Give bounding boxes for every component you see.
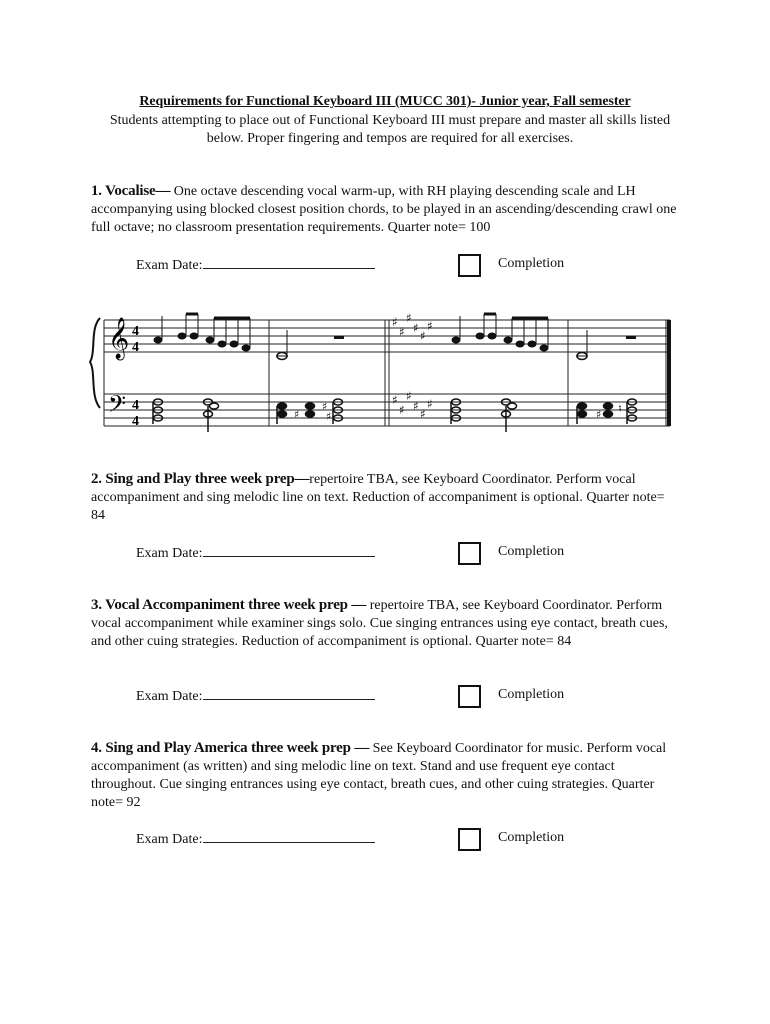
exam-date-field[interactable] bbox=[203, 544, 375, 557]
svg-text:4: 4 bbox=[132, 324, 139, 339]
exam-date-label: Exam Date: bbox=[136, 689, 203, 704]
treble-notes-m4 bbox=[576, 330, 636, 360]
exam-date-row bbox=[136, 687, 375, 711]
music-notation bbox=[86, 300, 682, 440]
completion-checkbox[interactable] bbox=[458, 828, 481, 851]
completion-checkbox[interactable] bbox=[458, 254, 481, 277]
svg-text:4: 4 bbox=[132, 414, 139, 429]
section-body: repertoire TBA, see Keyboard Coordinator. Perform vocal accompaniment while examiner sings solo. Cue singing entrances using eye contact, breath cues, and other cuing strategies. Reduction of accompaniment is optional. Quarter note= 84 bbox=[91, 598, 668, 649]
svg-text:♯: ♯ bbox=[399, 325, 405, 339]
section-heading: 1. Vocalise— bbox=[91, 183, 171, 199]
section-heading: 3. Vocal Accompaniment three week prep — bbox=[91, 597, 367, 613]
intro-text: Students attempting to place out of Functional Keyboard III must prepare and master all skills listed below. Proper fingering and tempos are required for all exercises. bbox=[109, 113, 671, 146]
svg-text:♯: ♯ bbox=[596, 408, 602, 421]
exam-date-row bbox=[136, 544, 375, 568]
section-heading: 4. Sing and Play America three week prep — bbox=[91, 740, 370, 756]
svg-text:♮: ♮ bbox=[618, 402, 622, 415]
svg-text:4: 4 bbox=[132, 340, 139, 355]
svg-text:♯: ♯ bbox=[392, 315, 398, 329]
exam-date-field[interactable] bbox=[203, 256, 375, 269]
svg-text:♯: ♯ bbox=[322, 400, 328, 413]
svg-text:♯: ♯ bbox=[420, 329, 426, 343]
svg-text:♯: ♯ bbox=[392, 393, 398, 407]
section-vocalise bbox=[91, 182, 681, 237]
svg-text:♯: ♯ bbox=[420, 407, 426, 421]
svg-text:♯: ♯ bbox=[413, 321, 419, 335]
exam-date-row bbox=[136, 830, 375, 854]
exam-date-label: Exam Date: bbox=[136, 546, 203, 561]
svg-text:♯: ♯ bbox=[399, 403, 405, 417]
brace-icon bbox=[90, 318, 100, 408]
bass-clef-icon: 𝄢 bbox=[108, 390, 127, 423]
section-body: repertoire TBA, see Keyboard Coordinator. Perform vocal accompaniment and sing melodic line on text. Reduction of accompaniment is optional. Quarter note= 84 bbox=[91, 472, 665, 523]
svg-text:♯: ♯ bbox=[413, 399, 419, 413]
section-vocal-accompaniment bbox=[91, 596, 681, 651]
section-sing-and-play-america bbox=[91, 739, 681, 812]
svg-text:♯: ♯ bbox=[406, 311, 412, 325]
completion-label: Completion bbox=[498, 544, 565, 559]
time-signature bbox=[132, 324, 139, 429]
exam-date-field[interactable] bbox=[203, 687, 375, 700]
completion-label: Completion bbox=[498, 830, 565, 845]
bass-staff bbox=[104, 394, 670, 426]
svg-text:♯: ♯ bbox=[294, 408, 300, 421]
completion-checkbox[interactable] bbox=[458, 542, 481, 565]
svg-text:♯: ♯ bbox=[326, 410, 332, 423]
final-barline bbox=[667, 320, 671, 426]
exam-date-label: Exam Date: bbox=[136, 832, 203, 847]
treble-clef-icon: 𝄞 bbox=[108, 318, 130, 359]
section-body: See Keyboard Coordinator for music. Perform vocal accompaniment (as written) and sing melodic line on text. Stand and use frequent eye contact throughout. Cue singing entrances using eye contact, breath cues, and other cuing strategies. Quarter note= 92 bbox=[91, 741, 667, 810]
completion-label: Completion bbox=[498, 256, 565, 271]
page-title: Requirements for Functional Keyboard III (MUCC 301)- Junior year, Fall semester bbox=[139, 94, 631, 109]
bass-accidentals bbox=[294, 400, 622, 423]
key-signature-treble bbox=[392, 311, 433, 343]
completion-label: Completion bbox=[498, 687, 565, 702]
section-heading: 2. Sing and Play three week prep— bbox=[91, 471, 310, 487]
svg-text:♯: ♯ bbox=[427, 319, 433, 333]
treble-staff bbox=[104, 320, 670, 352]
section-body: One octave descending vocal warm-up, with RH playing descending scale and LH accompanying using blocked closest position chords, to be played in an ascending/descending crawl one full octave; no classroom presentation requirements. Quarter note= 100 bbox=[91, 184, 677, 235]
svg-text:4: 4 bbox=[132, 398, 139, 413]
section-sing-and-play bbox=[91, 470, 681, 525]
exam-date-label: Exam Date: bbox=[136, 258, 203, 273]
exam-date-row bbox=[136, 256, 375, 280]
completion-checkbox[interactable] bbox=[458, 685, 481, 708]
svg-text:♯: ♯ bbox=[427, 397, 433, 411]
svg-text:♯: ♯ bbox=[406, 389, 412, 403]
treble-notes-m2 bbox=[276, 330, 344, 360]
exam-date-field[interactable] bbox=[203, 830, 375, 843]
